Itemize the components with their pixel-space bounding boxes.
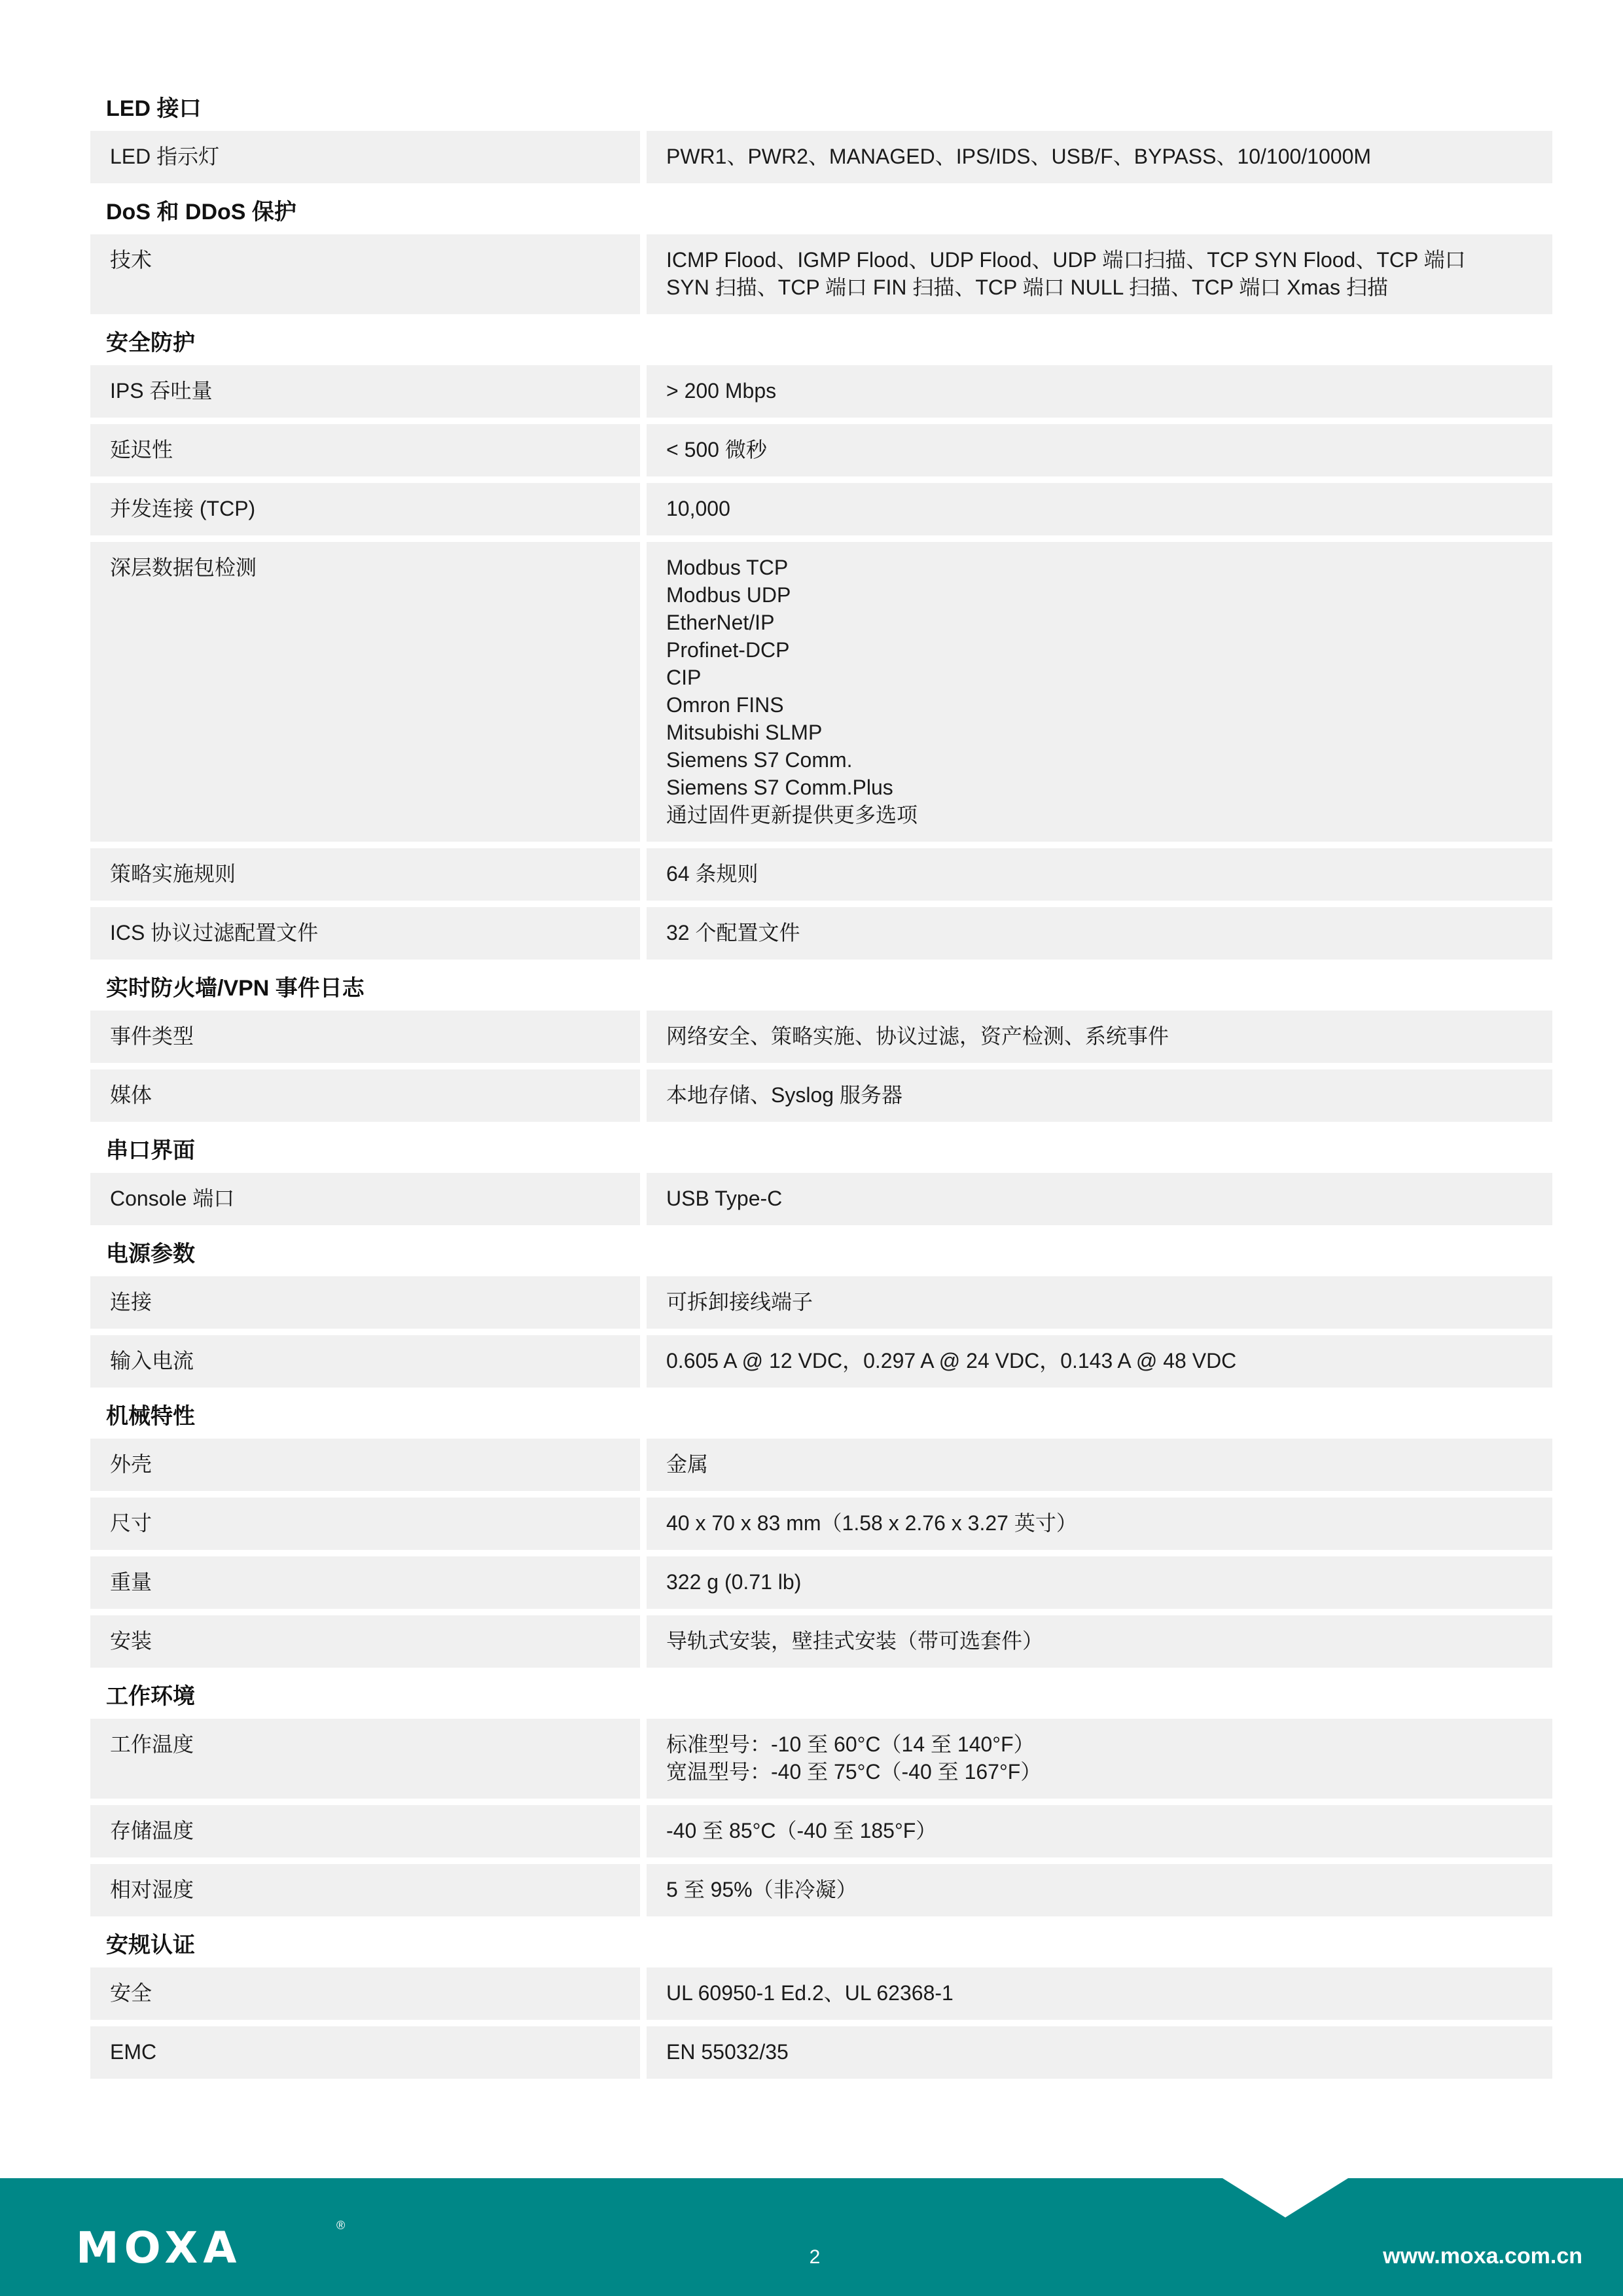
spec-row (90, 1805, 1552, 1857)
spec-table (90, 86, 1552, 2085)
spec-label: 并发连接 (TCP) (90, 483, 640, 535)
spec-value: 可拆卸接线端子 (647, 1276, 1552, 1329)
spec-value: 10,000 (647, 483, 1552, 535)
spec-value: < 500 微秒 (647, 424, 1552, 476)
spec-row (90, 131, 1552, 183)
spec-label: 外壳 (90, 1439, 640, 1491)
spec-label: 存储温度 (90, 1805, 640, 1857)
spec-row (90, 1173, 1552, 1225)
section-title: 机械特性 (106, 1404, 195, 1429)
spec-label: 深层数据包检测 (90, 542, 640, 842)
spec-value: 0.605 A @ 12 VDC，0.297 A @ 24 VDC，0.143 A @ 48 VDC (647, 1335, 1552, 1388)
spec-value: ICMP Flood、IGMP Flood、UDP Flood、UDP 端口扫描、TCP SYN Flood、TCP 端口 SYN 扫描、TCP 端口 FIN 扫描、TCP 端口 NULL 扫描、TCP 端口 Xmas 扫描 (647, 234, 1552, 314)
section-title: 安全防护 (106, 331, 195, 355)
spec-label: IPS 吞吐量 (90, 365, 640, 418)
spec-label: 安全 (90, 1967, 640, 2020)
spec-label: LED 指示灯 (90, 131, 640, 183)
spec-label: 尺寸 (90, 1498, 640, 1550)
section-title: 安规认证 (106, 1933, 195, 1958)
spec-value: USB Type-C (647, 1173, 1552, 1225)
spec-row (90, 2026, 1552, 2079)
section-title: LED 接口 (106, 96, 202, 121)
spec-row (90, 365, 1552, 418)
spec-value: 本地存储、Syslog 服务器 (647, 1069, 1552, 1122)
spec-row (90, 1335, 1552, 1388)
spec-row (90, 1864, 1552, 1916)
spec-label: 事件类型 (90, 1011, 640, 1063)
spec-row (90, 542, 1552, 842)
spec-label: 延迟性 (90, 424, 640, 476)
spec-value: 标准型号：-10 至 60°C（14 至 140°F） 宽温型号：-40 至 75°C（-40 至 167°F） (647, 1719, 1552, 1799)
spec-value: 322 g (0.71 lb) (647, 1556, 1552, 1609)
spec-label: 技术 (90, 234, 640, 314)
registered-mark: ® (336, 2219, 346, 2232)
spec-row (90, 234, 1552, 314)
spec-row (90, 1615, 1552, 1668)
page-number: 2 (809, 2246, 821, 2268)
spec-label: 策略实施规则 (90, 848, 640, 901)
spec-value: 网络安全、策略实施、协议过滤，资产检测、系统事件 (647, 1011, 1552, 1063)
spec-row (90, 1967, 1552, 2020)
spec-label: ICS 协议过滤配置文件 (90, 907, 640, 960)
spec-row (90, 1498, 1552, 1550)
website-link[interactable]: www.moxa.com.cn (1383, 2244, 1582, 2269)
spec-value: 5 至 95%（非冷凝） (647, 1864, 1552, 1916)
spec-row (90, 424, 1552, 476)
spec-label: 安装 (90, 1615, 640, 1668)
spec-label: 工作温度 (90, 1719, 640, 1799)
spec-label: 连接 (90, 1276, 640, 1329)
spec-label: 输入电流 (90, 1335, 640, 1388)
spec-value: -40 至 85°C（-40 至 185°F） (647, 1805, 1552, 1857)
section-title: 电源参数 (106, 1242, 195, 1266)
page-footer (0, 2178, 1623, 2296)
spec-row (90, 848, 1552, 901)
spec-value: 40 x 70 x 83 mm（1.58 x 2.76 x 3.27 英寸） (647, 1498, 1552, 1550)
spec-value: 32 个配置文件 (647, 907, 1552, 960)
spec-row (90, 1556, 1552, 1609)
moxa-logo: MOXA (76, 2223, 242, 2273)
spec-label: Console 端口 (90, 1173, 640, 1225)
spec-value: EN 55032/35 (647, 2026, 1552, 2079)
spec-value: Modbus TCP Modbus UDP EtherNet/IP Profinet-DCP CIP Omron FINS Mitsubishi SLMP Siemens S7 Comm. Siemens S7 Comm.Plus 通过固件更新提供更多选项 (647, 542, 1552, 842)
section-title: DoS 和 DDoS 保护 (106, 200, 296, 224)
spec-label: EMC (90, 2026, 640, 2079)
spec-row (90, 483, 1552, 535)
spec-value: > 200 Mbps (647, 365, 1552, 418)
section-title: 串口界面 (106, 1138, 195, 1163)
spec-row (90, 1069, 1552, 1122)
spec-row (90, 1439, 1552, 1491)
spec-label: 媒体 (90, 1069, 640, 1122)
spec-label: 相对湿度 (90, 1864, 640, 1916)
spec-row (90, 1011, 1552, 1063)
spec-value: 64 条规则 (647, 848, 1552, 901)
spec-row (90, 907, 1552, 960)
section-title: 工作环境 (106, 1684, 195, 1709)
spec-label: 重量 (90, 1556, 640, 1609)
spec-value: PWR1、PWR2、MANAGED、IPS/IDS、USB/F、BYPASS、10/100/1000M (647, 131, 1552, 183)
spec-value: UL 60950-1 Ed.2、UL 62368-1 (647, 1967, 1552, 2020)
spec-row (90, 1276, 1552, 1329)
spec-value: 导轨式安装，壁挂式安装（带可选套件） (647, 1615, 1552, 1668)
spec-row (90, 1719, 1552, 1799)
spec-value: 金属 (647, 1439, 1552, 1491)
section-title: 实时防火墙/VPN 事件日志 (106, 976, 365, 1001)
footer-notch (1222, 2178, 1348, 2217)
